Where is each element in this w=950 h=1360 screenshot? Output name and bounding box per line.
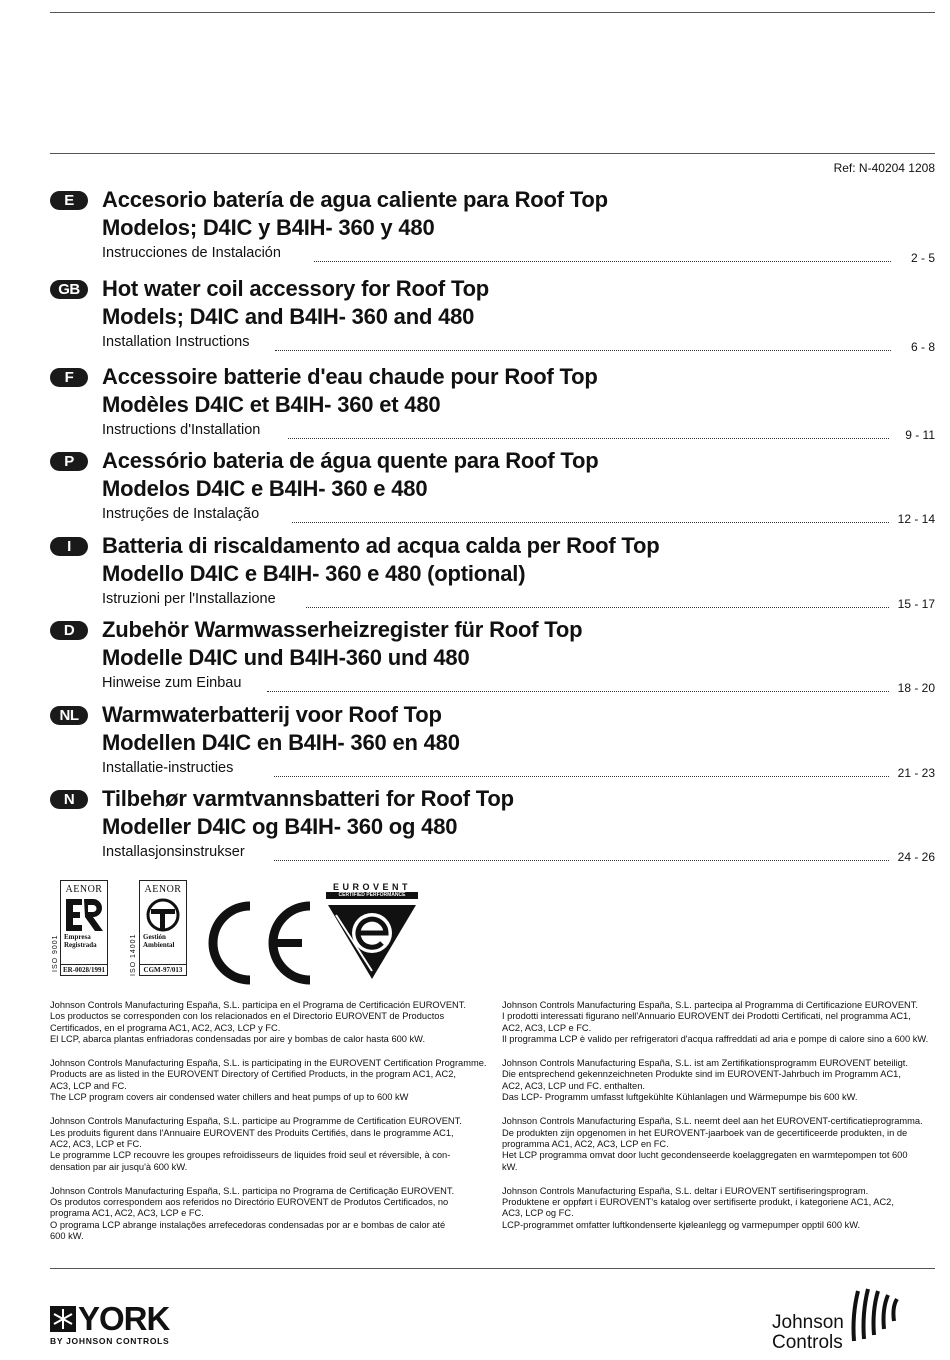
aenor-er-line2: Registrada [64, 941, 97, 949]
language-badge: NL [50, 706, 88, 725]
jc-line1: Johnson [772, 1312, 844, 1333]
language-entry [50, 448, 935, 532]
note-line: De produkten zijn opgenomen in het EUROVENT-jaarboek van de gecertificeerde produkten, in de [502, 1127, 908, 1138]
note-line: Das LCP- Programm umfasst luftgekühlte Kühlanlagen und Wärmepumpe bis 600 kW. [502, 1092, 858, 1103]
language-entry [50, 702, 935, 786]
entry-subtitle: Instructions d'Installation [102, 422, 261, 438]
dot-leader [274, 776, 889, 777]
entry-title: Acessório bateria de água quente para Roof Top [102, 448, 599, 473]
language-badge: P [50, 452, 88, 471]
york-tagline: BY JOHNSON CONTROLS [50, 1336, 170, 1346]
entry-models: Modèles D4IC et B4IH- 360 et 480 [102, 392, 441, 417]
entry-pages: 15 - 17 [897, 597, 935, 611]
note-line: Os produtos correspondem aos referidos no Directório EUROVENT de Produtos Certificados, no [50, 1197, 449, 1208]
footer-rule [50, 1268, 935, 1269]
language-entry [50, 617, 935, 701]
eurovent-notes-right [502, 1000, 942, 1244]
entry-pages: 6 - 8 [910, 340, 935, 354]
entry-title: Accesorio batería de agua caliente para Roof Top [102, 187, 608, 212]
entry-models: Modello D4IC e B4IH- 360 e 480 (optional) [102, 561, 526, 586]
tree-mark-icon [141, 897, 185, 933]
note-line: programa AC1, AC2, AC3, LCP e FC. [50, 1208, 204, 1219]
note-line: Johnson Controls Manufacturing España, S.L. partecipa al Programma di Certificazione EUROVENT. [502, 1000, 918, 1010]
note-line: densation par air jusqu'à 600 kW. [50, 1161, 188, 1172]
entry-models: Modelos; D4IC y B4IH- 360 y 480 [102, 215, 435, 240]
eurovent-logo [326, 882, 418, 982]
certification-logos [50, 880, 450, 985]
note-line: Johnson Controls Manufacturing España, S.L. participe au Programme de Certification EUROVENT. [50, 1116, 462, 1127]
language-entry [50, 533, 935, 617]
note-line: Johnson Controls Manufacturing España, S.L. is participating in the EUROVENT Certification Programme. [50, 1058, 487, 1069]
entry-subtitle: Installasjonsinstrukser [102, 844, 245, 860]
note-line: AC3, LCP og FC. [502, 1208, 574, 1219]
note-line: Products are as listed in the EUROVENT Directory of Certified Products, in the program AC1, AC2, [50, 1069, 456, 1080]
entry-pages: 18 - 20 [897, 681, 935, 695]
entry-title: Hot water coil accessory for Roof Top [102, 276, 490, 301]
johnson-controls-logo [772, 1285, 900, 1353]
entry-subtitle: Istruzioni per l'Installazione [102, 591, 276, 607]
note-line: AC3, LCP and FC. [50, 1080, 127, 1091]
language-entry [50, 364, 935, 448]
aenor-title-2: AENOR [144, 884, 182, 895]
eurovent-note [50, 1186, 490, 1242]
note-line: AC2, AC3, LCP e FC. [502, 1022, 592, 1033]
note-line: AC2, AC3, LCP und FC. enthalten. [502, 1080, 645, 1091]
aenor-gestion-line1: Gestión [143, 933, 166, 941]
aenor-gestion-code: CGM-97/013 [139, 964, 187, 976]
york-logo [50, 1300, 170, 1346]
top-rule [50, 12, 935, 13]
note-line: programma AC1, AC2, AC3, LCP en FC. [502, 1138, 669, 1149]
york-brand: YORK [78, 1300, 170, 1337]
aenor-er-code: ER-0028/1991 [60, 964, 108, 976]
entry-pages: 24 - 26 [897, 850, 935, 864]
jc-swoosh-icon [848, 1285, 900, 1343]
aenor-er-logo [60, 880, 108, 976]
dot-leader [306, 607, 889, 608]
entry-pages: 12 - 14 [897, 512, 935, 526]
eurovent-note [50, 1116, 490, 1172]
iso-14001-label: ISO 14001 [130, 933, 137, 976]
note-line: LCP-programmet omfatter luftkondenserte kjøleanlegg og varmepumper opptil 600 kW. [502, 1219, 861, 1230]
entry-models: Models; D4IC and B4IH- 360 and 480 [102, 304, 475, 329]
note-line: Le programme LCP recouvre les groupes refroidisseurs de liquides froid seul et réversible, à con- [50, 1150, 451, 1161]
entry-models: Modeller D4IC og B4IH- 360 og 480 [102, 814, 458, 839]
dot-leader [314, 261, 891, 262]
note-line: Het LCP programma omvat door lucht gecondenseerde koelaggregaten en warmtepompen tot 600 [502, 1150, 908, 1161]
reference-number: Ref: N-40204 1208 [833, 161, 935, 175]
entry-title: Tilbehør varmtvannsbatteri for Roof Top [102, 786, 514, 811]
entry-pages: 9 - 11 [905, 428, 935, 442]
note-line: Johnson Controls Manufacturing España, S.L. participa en el Programa de Certificación EUROVENT. [50, 1000, 466, 1010]
entry-subtitle: Installatie-instructies [102, 760, 234, 776]
entry-models: Modelos D4IC e B4IH- 360 e 480 [102, 476, 428, 501]
jc-line2: Controls [772, 1332, 843, 1353]
note-line: 600 kW. [50, 1231, 84, 1242]
eurovent-name: EUROVENT [332, 882, 411, 892]
eurovent-note [502, 1000, 942, 1045]
ce-mark-icon [202, 898, 322, 988]
entry-title: Warmwaterbatterij voor Roof Top [102, 702, 442, 727]
note-line: Johnson Controls Manufacturing España, S.L. neemt deel aan het EUROVENT-certificatieprogramma. [502, 1116, 923, 1127]
dot-leader [288, 438, 889, 439]
er-mark-icon [62, 897, 106, 933]
dot-leader [292, 522, 889, 523]
entry-models: Modelle D4IC und B4IH-360 und 480 [102, 645, 470, 670]
aenor-gestion-logo [139, 880, 187, 976]
note-line: Johnson Controls Manufacturing España, S.L. deltar i EUROVENT sertifiseringsprogram. [502, 1185, 869, 1196]
header-rule [50, 153, 935, 154]
entry-subtitle: Instruções de Instalação [102, 506, 260, 522]
note-line: El LCP, abarca plantas enfriadoras condensadas por aire y bombas de calor hasta 600 kW. [50, 1033, 426, 1044]
language-badge: E [50, 191, 88, 210]
eurovent-note [50, 1058, 490, 1103]
language-badge: F [50, 368, 88, 387]
iso-9001-label: ISO 9001 [52, 934, 59, 972]
language-entry [50, 187, 935, 271]
eurovent-note [502, 1186, 942, 1231]
entry-subtitle: Installation Instructions [102, 334, 250, 350]
note-line: Johnson Controls Manufacturing España, S.L. ist am Zertifikationsprogramm EUROVENT beteiligt. [502, 1058, 908, 1069]
language-entry [50, 786, 935, 870]
note-line: O programa LCP abrange instalações arrefecedoras condensadas por ar e bombas de calor até [50, 1219, 446, 1230]
aenor-er-line1: Empresa [64, 933, 91, 941]
note-line: Les produits figurent dans l'Annuaire EUROVENT des Produits Certifiés, dans le programme AC1, [50, 1127, 454, 1138]
entry-title: Accessoire batterie d'eau chaude pour Roof Top [102, 364, 598, 389]
entry-subtitle: Hinweise zum Einbau [102, 675, 242, 691]
aenor-gestion-line2: Ambiental [143, 941, 175, 949]
language-badge: I [50, 537, 88, 556]
note-line: Produktene er oppført i EUROVENT's katalog over sertifiserte produkt, i kategoriene AC1, AC2, [502, 1197, 894, 1208]
aenor-title: AENOR [65, 884, 103, 895]
note-line: Die entsprechend gekennzeichneten Produkte sind im EUROVENT-Jahrbuch im Programm AC1, [502, 1069, 901, 1080]
entry-subtitle: Instrucciones de Instalación [102, 245, 281, 261]
entry-models: Modellen D4IC en B4IH- 360 en 480 [102, 730, 460, 755]
language-badge: N [50, 790, 88, 809]
entry-pages: 21 - 23 [897, 766, 935, 780]
dot-leader [274, 860, 889, 861]
eurovent-note [50, 1000, 490, 1045]
note-line: Certificados, en el programa AC1, AC2, AC3, LCP y FC. [50, 1022, 281, 1033]
note-line: The LCP program covers air condensed water chillers and heat pumps of up to 600 kW [50, 1092, 409, 1103]
eurovent-note [502, 1116, 942, 1172]
language-badge: GB [50, 280, 88, 299]
eurovent-note [502, 1058, 942, 1103]
eurovent-tagline: CERTIFIED PERFORMANCE [326, 892, 418, 899]
snowflake-icon [50, 1306, 76, 1332]
note-line: kW. [502, 1161, 518, 1172]
language-entry [50, 276, 935, 360]
eurovent-notes-left [50, 1000, 490, 1255]
entry-title: Zubehör Warmwasserheizregister für Roof Top [102, 617, 583, 642]
note-line: Los productos se corresponden con los relacionados en el Directorio EUROVENT de Productos [50, 1011, 445, 1022]
eurovent-triangle-icon [326, 903, 418, 981]
dot-leader [267, 691, 889, 692]
dot-leader [275, 350, 891, 351]
note-line: Il programma LCP è valido per refrigeratori d'acqua raffreddati ad aria e pompe di calore sino a 600 kW. [502, 1033, 929, 1044]
language-badge: D [50, 621, 88, 640]
note-line: AC2, AC3, LCP et FC. [50, 1138, 142, 1149]
entry-pages: 2 - 5 [910, 251, 935, 265]
note-line: Johnson Controls Manufacturing España, S.L. participa no Programa de Certificação EUROVENT. [50, 1185, 455, 1196]
entry-title: Batteria di riscaldamento ad acqua calda per Roof Top [102, 533, 660, 558]
note-line: I prodotti interessati figurano nell'Annuario EUROVENT dei Prodotti Certificati, nel programma AC1, [502, 1011, 911, 1022]
